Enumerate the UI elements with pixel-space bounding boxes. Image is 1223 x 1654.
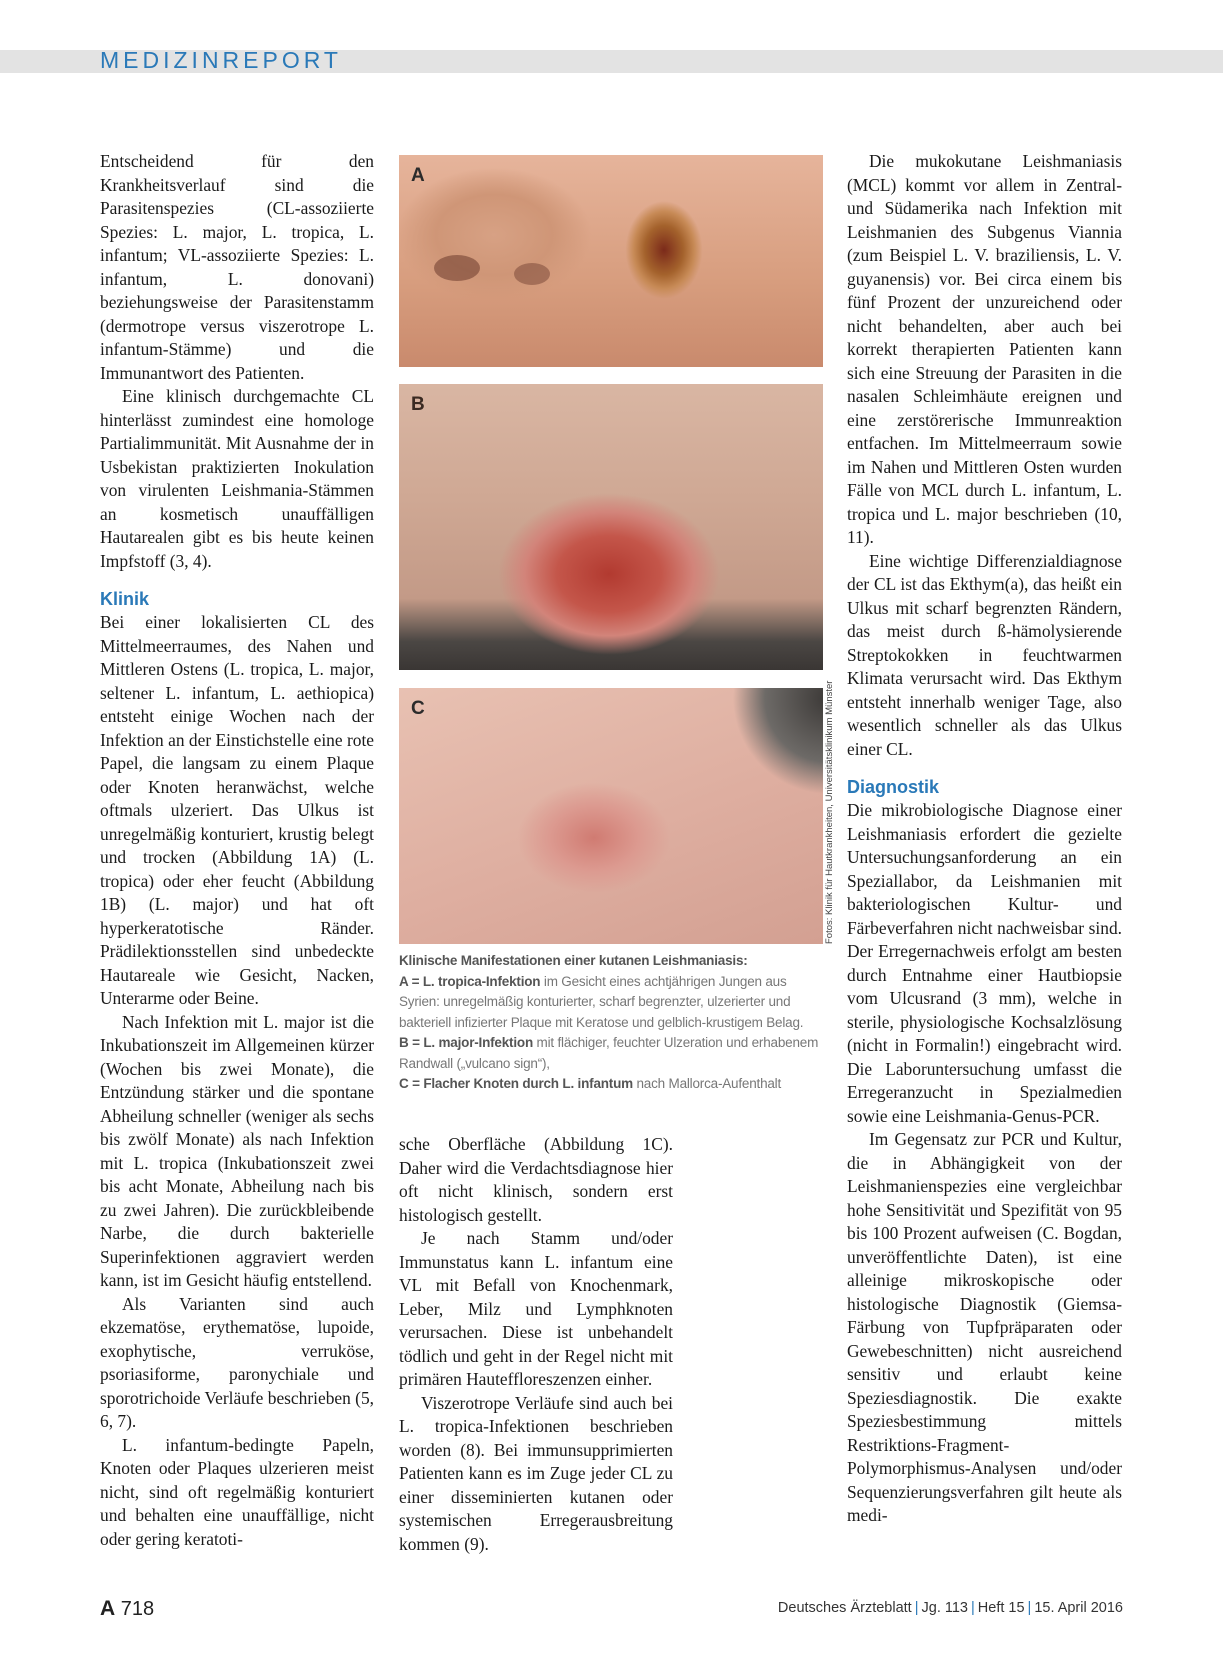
column-left — [100, 150, 374, 1551]
journal-info: Deutsches Ärzteblatt | Jg. 113 | Heft 15 | 15. April 2016 — [777, 1600, 1123, 1616]
journal-volume: Jg. 113 — [921, 1600, 968, 1616]
heading-diagnostik: Diagnostik — [847, 777, 940, 797]
section-title: MEDIZINREPORT — [100, 47, 342, 73]
page-number-value: 718 — [120, 1598, 155, 1620]
figure-caption — [399, 951, 829, 1095]
caption-c-label: C = Flacher Knoten durch L. infantum — [399, 1076, 633, 1091]
journal-name: Deutsches Ärzteblatt — [777, 1600, 912, 1616]
paragraph: Die mukokutane Leishmaniasis (MCL) kommt vor allem in Zentral- und Südamerika nach Infektion mit Leishmanien des Subgenus Viannia (zum Beispiel L. V. braziliensis, L. V. guyanensis) vor. Bei circa einem bis fünf Prozent der unzureichend oder nicht behandelten, aber auch bei korrekt therapierten Patienten kann sich eine Streuung der Parasiten in die nasalen Schleimhäute ereignen und eine zerstörerische Immunreaktion entfachen. Im Mittelmeerraum sowie im Nahen und Mittleren Osten wurden Fälle von MCL durch L. infantum, L. tropica und L. major beschrieben (10, 11). — [847, 151, 1122, 547]
paragraph: Viszerotrope Verläufe sind auch bei L. tropica-Infektionen beschrieben worden (8). Bei immunsupprimierten Patienten kann es im Zuge jeder CL zu einer disseminierten kutanen oder systemischen Erregerausbreitung kommen (9). — [399, 1392, 673, 1554]
caption-c-text: nach Mallorca-Aufenthalt — [632, 1076, 782, 1091]
caption-a-label: A = L. tropica-Infektion — [399, 973, 541, 989]
paragraph: Nach Infektion mit L. major ist die Inkubationszeit im Allgemeinen kürzer (Wochen bis zwei Monate), die Entzündung stärker und die spontane Abheilung schneller (weniger als sechs bis zwölf Monate) als nach Infektion mit L. tropica (Inkubationszeit zwei bis acht Monate, Abheilung nach bis zu zwei Jahren). Die zurückbleibende Narbe, die durch bakterielle Superinfektionen aggraviert werden kann, ist im Gesicht häufig entstellend. — [100, 1011, 374, 1290]
photo-b-arm-lesion — [399, 384, 823, 670]
photo-label-c: C — [411, 698, 425, 719]
caption-a-text: im Gesicht eines achtjährigen Jungen aus Syrien: unregelmäßig konturierter, scharf begrenzter, ulzerierter und bakteriell infizierter Plaque mit Keratose und gelblich-krustigem Belag. — [399, 973, 804, 1030]
paragraph: Eine klinisch durchgemachte CL hinterlässt zumindest eine homologe Partialimmunität. Mit Ausnahme der in Usbekistan praktizierten Inokulation von virulenten Leishmania-Stämmen an kosmetisch unauffälligen Hautarealen gibt es bis heute keinen Impfstoff (3, 4). — [100, 386, 374, 571]
page-number — [100, 1597, 154, 1621]
paragraph: Bei einer lokalisierten CL des Mittelmeerraumes, des Nahen und Mittleren Ostens (L. tropica, L. major, seltener L. infantum, L. aethiopica) entsteht einige Wochen nach der Infektion an der Einstichstelle eine rote Papel, die langsam zu einem Plaque oder Knoten heranwächst, welche oftmals ulzeriert. Das Ulkus ist unregelmäßig konturiert, krustig belegt und trocken (Abbildung 1A) (L. tropica) oder eher feucht (Abbildung 1B) (L. major) und hat oft hyperkeratotische Ränder. Prädilektionsstellen sind unbedeckte Hautareale wie Gesicht, Nacken, Unterarme oder Beine. — [100, 612, 374, 1008]
column-right — [847, 150, 1122, 1528]
nostril-shape — [434, 255, 480, 281]
paragraph: Im Gegensatz zur PCR und Kultur, die in Abhängigkeit von der Leishmanienspezies eine vergleichbar hohe Sensitivität und Spezifität von 95 bis 100 Prozent aufweisen (C. Bogdan, unveröffentlichte Daten), ist eine alleinige mikroskopische oder histologische Diagnostik (Giemsa-Färbung von Tupfpräparaten oder Gewebeschnitten) nicht ausreichend sensitiv und erlaubt keine Speziesdiagnostik. Die exakte Speziesbestimmung mittels Restriktions-Fragment-Polymorphismus-Analysen und/oder Sequenzierungsverfahren gilt heute als medi- — [847, 1129, 1122, 1525]
caption-title: Klinische Manifestationen einer kutanen Leishmaniasis: — [399, 953, 748, 968]
photo-label-a: A — [411, 165, 425, 186]
nostril-shape — [514, 263, 550, 285]
paragraph: Als Varianten sind auch ekzematöse, erythematöse, lupoide, exophytische, verruköse, psoriasiforme, paronychiale und sporotrichoide Verläufe beschrieben (5, 6, 7). — [100, 1293, 374, 1431]
photo-credit: Fotos: Klinik für Hautkrankheiten, Universitätsklinikum Münster — [824, 680, 835, 944]
column-middle — [399, 1133, 673, 1556]
paragraph: L. infantum-bedingte Papeln, Knoten oder Plaques ulzerieren meist nicht, sind oft regelmäßig konturiert und behalten eine unauffällige, nicht oder gering keratoti- — [100, 1434, 374, 1549]
paragraph: Die mikrobiologische Diagnose einer Leishmaniasis erfordert die gezielte Untersuchungsanforderung an ein Speziallabor, da Leishmanien mit bakteriologischen Kultur- und Färbeverfahren nicht nachweisbar sind. Der Erregernachweis erfolgt am besten durch Entnahme einer Hautbiopsie vom Ulcusrand (3 mm), welche in sterile, physiologische Kochsalzlösung (nicht in Formalin!) eingebracht wird. Die Laboruntersuchung umfasst die Erregeranzucht in Spezialmedien sowie eine Leishmania-Genus-PCR. — [847, 800, 1122, 1126]
page-prefix: A — [100, 1597, 116, 1620]
paragraph: Je nach Stamm und/oder Immunstatus kann L. infantum eine VL mit Befall von Knochenmark, Leber, Milz und Lymphknoten verursachen. Diese ist unbehandelt tödlich und geht in der Regel nicht mit primären Hauteffloreszenzen einher. — [399, 1228, 673, 1389]
caption-b-text: mit flächiger, feuchter Ulzeration und erhabenem Randwall („vulcano sign“), — [399, 1035, 819, 1071]
journal-date: 15. April 2016 — [1034, 1600, 1123, 1616]
photo-c-skin-nodule — [399, 688, 823, 944]
journal-issue: Heft 15 — [977, 1600, 1025, 1616]
photo-a-face-lesion — [399, 155, 823, 367]
caption-b-label: B = L. major-Infektion — [399, 1035, 533, 1050]
paragraph: Eine wichtige Differenzialdiagnose der CL ist das Ekthym(a), das heißt ein Ulkus mit scharf begrenzten Rändern, das meist durch ß-hämolysierende Streptokokken in feuchtwarmen Klimata verursacht wird. Das Ekthym entsteht innerhalb weniger Tage, also wesentlich schneller als das Ulkus einer CL. — [847, 550, 1122, 759]
photo-label-b: B — [411, 394, 425, 415]
paragraph: Entscheidend für den Krankheitsverlauf sind die Parasitenspezies (CL-assoziierte Spezies: L. major, L. tropica, L. infantum; VL-assoziierte Spezies: L. infantum, L. donovani) beziehungsweise der Parasitenstamm (dermotrope versus viszerotrope L. infantum-Stämme) und die Immunantwort des Patienten. — [100, 151, 374, 383]
paragraph: sche Oberfläche (Abbildung 1C). Daher wird die Verdachtsdiagnose hier oft nicht klinisch, sondern erst histologisch gestellt. — [399, 1134, 673, 1225]
heading-klinik: Klinik — [100, 589, 150, 609]
